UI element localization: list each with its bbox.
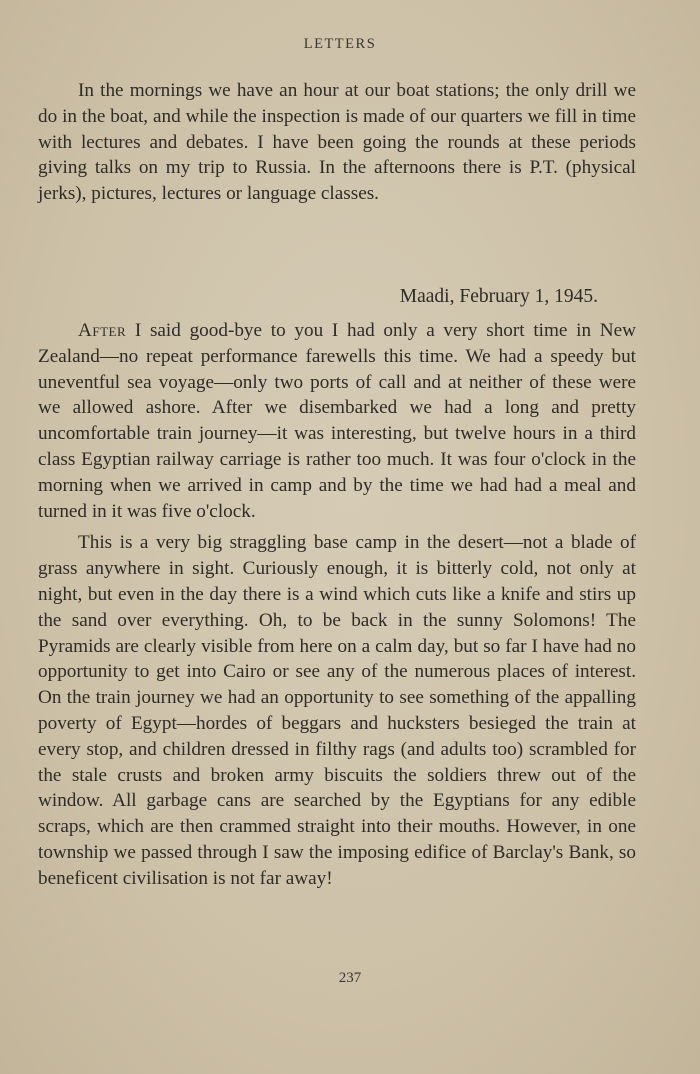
- lead-word: After: [78, 320, 127, 341]
- paragraph-base-camp: This is a very big straggling base camp in the desert—not a blade of grass anywhere in sight. Curiously enough, it is bitterly cold, not only at night, but even in the day there is a wind which cuts like a knife and stirs up the sand over everything. Oh, to be back in the sunny Solomons! The Pyramids are clearly visible from here on a calm day, but so far I have had no opportunity to get into Cairo or see any of the numerous places of interest. On the train journey we had an opportunity to see something of the appalling poverty of Egypt—hordes of beggars and hucksters besieged the train at every stop, and children dressed in filthy rags (and adults too) scrambled for the stale crusts and broken army biscuits the soldiers threw out of the window. All garbage cans are searched by the Egyptians for any edible scraps, which are then crammed straight into their mouths. However, in one township we passed through I saw the imposing edifice of Barclay's Bank, so beneficent civilisation is not far away!: [38, 532, 636, 889]
- running-head: LETTERS: [303, 36, 377, 52]
- letter-body: [38, 318, 636, 892]
- paragraph-arrival: [38, 318, 636, 524]
- paragraph-boat-stations: In the mornings we have an hour at our boat stations; the only drill we do in the boat, and while the inspection is made of our quarters we fill in time with lectures and debates. I have been going the rounds at these periods giving talks on my trip to Russia. In the afternoons there is P.T. (physical jerks), pictures, lectures or language classes.: [38, 80, 636, 205]
- letter-dateline: Maadi, February 1, 1945.: [399, 286, 598, 307]
- opening-text-block: [38, 78, 636, 207]
- paragraph-arrival-text: I said good-bye to you I had only a very short time in New Zealand—no repeat performance farewells this time. We had a speedy but uneventful sea voyage—only two ports of call and at neither of these were we allowed ashore. After we disembarked we had a long and pretty uncomfortable train journey—it was interesting, but twelve hours in a third class Egyptian railway carriage is rather too much. It was four o'clock in the morning when we arrived in camp and by the time we had had a meal and turned in it was five o'clock.: [38, 320, 636, 522]
- page-number: 237: [338, 970, 362, 986]
